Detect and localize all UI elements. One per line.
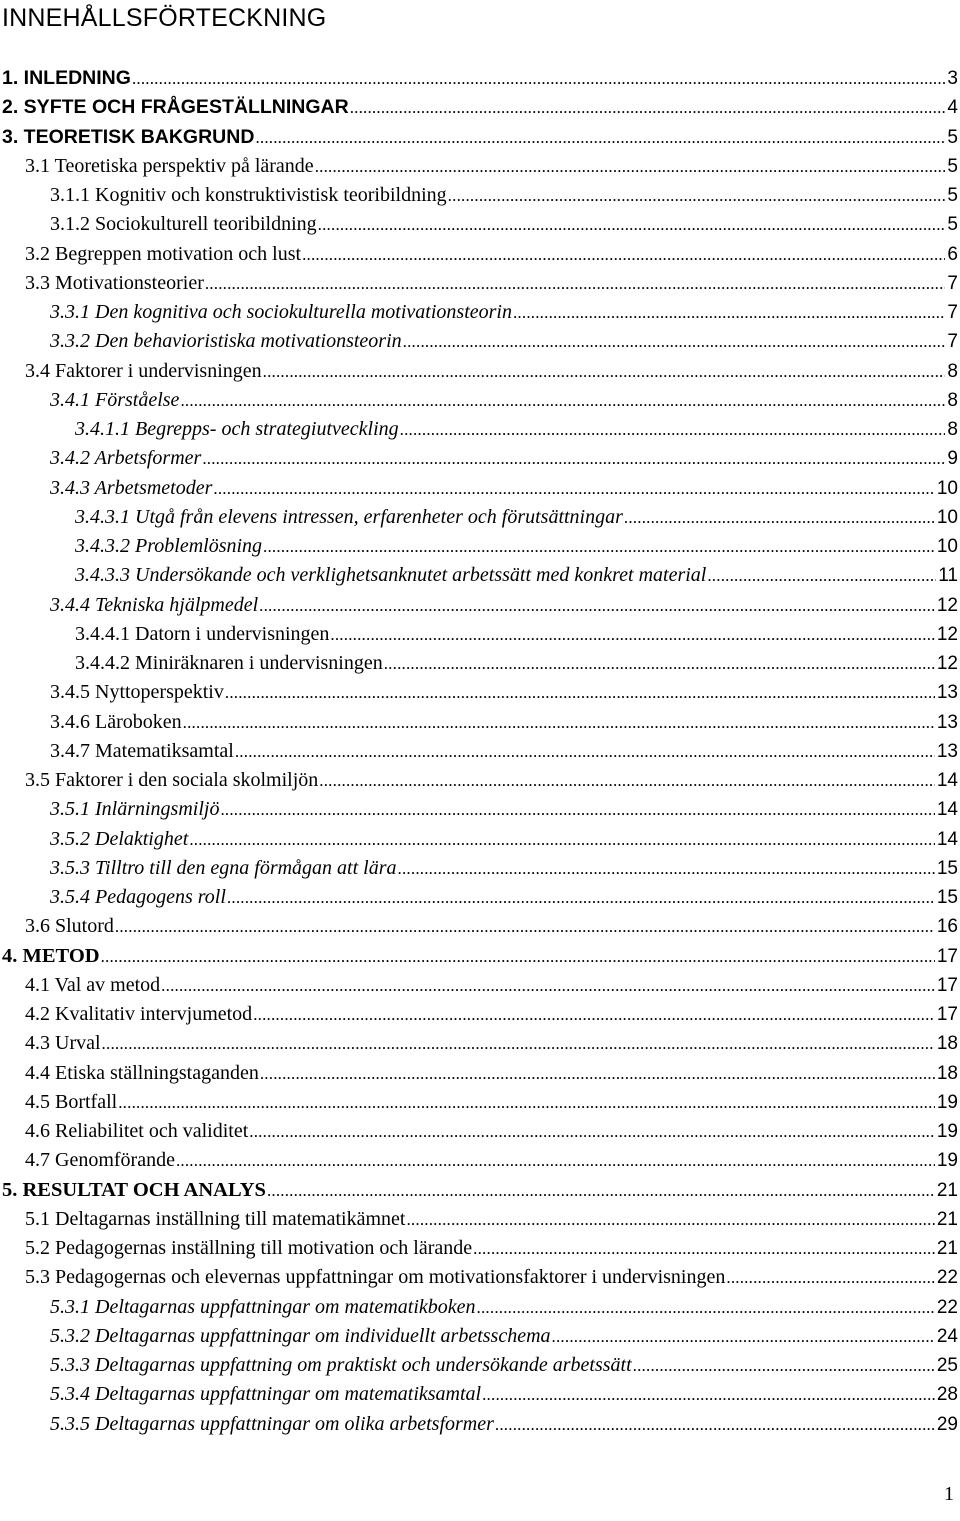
toc-entry[interactable] [2, 1176, 958, 1205]
dot-leader [213, 474, 934, 503]
toc-entry[interactable] [25, 1029, 958, 1058]
toc-entry-page: 12 [936, 653, 958, 674]
toc-entry[interactable] [25, 357, 958, 386]
toc-entry[interactable] [25, 269, 958, 298]
toc-entry-page: 7 [947, 273, 958, 294]
dot-leader [263, 357, 946, 386]
toc-entry[interactable] [50, 795, 958, 824]
dot-leader [495, 1410, 935, 1439]
toc-entry-title: 3.4.1 Förståelse [50, 389, 180, 411]
dot-leader [220, 795, 934, 824]
dot-leader [400, 415, 946, 444]
toc-entry-page: 21 [936, 1238, 958, 1259]
toc-entry[interactable] [50, 1322, 958, 1351]
toc-entry[interactable] [50, 825, 958, 854]
toc-entry-title: 5.3.1 Deltagarnas uppfattningar om matematikboken [50, 1296, 476, 1318]
toc-entry[interactable] [25, 1263, 958, 1292]
toc-entry-page: 18 [936, 1063, 958, 1084]
toc-entry[interactable] [50, 327, 958, 356]
toc-entry[interactable] [25, 240, 958, 269]
toc-entry[interactable] [25, 152, 958, 181]
toc-entry[interactable] [75, 415, 958, 444]
toc-entry-page: 7 [947, 302, 958, 323]
toc-entry-title: 3.5.3 Tilltro till den egna förmågan att lära [50, 857, 397, 879]
dot-leader [624, 503, 935, 532]
toc-entry-title: 3. TEORETISK BAKGRUND [2, 126, 255, 148]
toc-entry-page: 12 [936, 624, 958, 645]
dot-leader [398, 854, 935, 883]
dot-leader [180, 386, 945, 415]
page-number: 1 [944, 1483, 954, 1505]
toc-entry-page: 22 [936, 1297, 958, 1318]
toc-entry-title: 5.3.3 Deltagarnas uppfattning om praktiskt och undersökande arbetssätt [50, 1354, 632, 1376]
dot-leader [189, 825, 935, 854]
toc-entry-title: 4.5 Bortfall [25, 1091, 118, 1113]
toc-entry-title: 3.4.4 Tekniska hjälpmedel [50, 594, 259, 616]
dot-leader [205, 269, 946, 298]
toc-entry-title: 4.4 Etiska ställningstaganden [25, 1062, 259, 1084]
toc-entry-title: 3.4.3.2 Problemlösning [75, 535, 263, 557]
dot-leader [403, 327, 946, 356]
toc-entry[interactable] [25, 912, 958, 941]
toc-entry-page: 17 [936, 975, 958, 996]
toc-entry-title: 3.4 Faktorer i undervisningen [25, 360, 262, 382]
toc-entry-title: 1. INLEDNING [2, 67, 131, 89]
toc-entry-page: 14 [936, 770, 958, 791]
page-title: INNEHÅLLSFÖRTECKNING [2, 4, 327, 32]
dot-leader [318, 210, 946, 239]
dot-leader [302, 240, 945, 269]
dot-leader [633, 1351, 935, 1380]
toc-entry[interactable] [50, 1380, 958, 1409]
toc-entry-title: 3.2 Begreppen motivation och lust [25, 243, 302, 265]
toc-entry-title: 4. METOD [2, 945, 100, 967]
toc-entry[interactable] [75, 620, 958, 649]
dot-leader [726, 1263, 934, 1292]
toc-entry-page: 13 [936, 741, 958, 762]
toc-entry-title: 3.5.4 Pedagogens roll [50, 886, 226, 908]
dot-leader [183, 708, 935, 737]
toc-entry-page: 16 [936, 916, 958, 937]
dot-leader [384, 649, 935, 678]
toc-entry-page: 28 [936, 1384, 958, 1405]
dot-leader [255, 123, 945, 152]
toc-entry[interactable] [50, 444, 958, 473]
toc-entry[interactable] [2, 942, 958, 971]
toc-entry-page: 21 [936, 1180, 958, 1201]
toc-entry[interactable] [50, 591, 958, 620]
dot-leader [132, 64, 945, 93]
toc-entry-page: 12 [936, 595, 958, 616]
dot-leader [102, 1029, 935, 1058]
toc-entry[interactable] [50, 298, 958, 327]
toc-entry-title: 4.1 Val av metod [25, 974, 161, 996]
toc-entry-page: 17 [936, 1004, 958, 1025]
toc-entry[interactable] [25, 1059, 958, 1088]
toc-entry[interactable] [2, 93, 958, 122]
toc-entry[interactable] [50, 210, 958, 239]
toc-entry-page: 4 [947, 97, 958, 118]
toc-entry-page: 19 [936, 1121, 958, 1142]
dot-leader [513, 298, 945, 327]
toc-entry-title: 3.4.2 Arbetsformer [50, 447, 202, 469]
toc-entry-page: 8 [947, 361, 958, 382]
toc-entry[interactable] [50, 474, 958, 503]
toc-entry-title: 3.6 Slutord [25, 915, 114, 937]
toc-entry[interactable] [25, 1234, 958, 1263]
toc-entry-page: 24 [936, 1326, 958, 1347]
dot-leader [101, 942, 935, 971]
toc-entry-title: 3.4.6 Läroboken [50, 711, 182, 733]
dot-leader [406, 1205, 934, 1234]
toc-entry-page: 7 [947, 331, 958, 352]
toc-entry-page: 13 [936, 712, 958, 733]
toc-entry-page: 29 [936, 1414, 958, 1435]
toc-entry[interactable] [50, 181, 958, 210]
toc-entry[interactable] [50, 854, 958, 883]
toc-entry-page: 3 [947, 68, 958, 89]
toc-entry-title: 5.1 Deltagarnas inställning till matematikämnet [25, 1208, 406, 1230]
toc-entry-title: 3.4.7 Matematiksamtal [50, 740, 234, 762]
toc-entry-page: 13 [936, 682, 958, 703]
dot-leader [707, 561, 936, 590]
toc-entry[interactable] [25, 1117, 958, 1146]
dot-leader [225, 678, 935, 707]
toc-entry[interactable] [50, 737, 958, 766]
dot-leader [267, 1176, 935, 1205]
toc-entry-page: 18 [936, 1033, 958, 1054]
toc-entry-title: 5.3.4 Deltagarnas uppfattningar om matematiksamtal [50, 1383, 482, 1405]
toc-entry[interactable] [25, 766, 958, 795]
toc-entry-page: 22 [936, 1267, 958, 1288]
toc-entry-title: 5. RESULTAT OCH ANALYS [2, 1179, 266, 1201]
toc-entry[interactable] [75, 503, 958, 532]
toc-entry[interactable] [25, 1146, 958, 1175]
toc-entry[interactable] [50, 1410, 958, 1439]
dot-leader [259, 591, 935, 620]
toc-entry-page: 14 [936, 829, 958, 850]
toc-entry[interactable] [50, 708, 958, 737]
toc-entry-title: 3.4.3.1 Utgå från elevens intressen, erfarenheter och förutsättningar [75, 506, 623, 528]
toc-entry[interactable] [2, 123, 958, 152]
toc-entry[interactable] [25, 971, 958, 1000]
toc-entry-title: 3.1.2 Sociokulturell teoribildning [50, 213, 317, 235]
dot-leader [249, 1117, 935, 1146]
dot-leader [477, 1293, 935, 1322]
toc-entry-title: 4.2 Kvalitativ intervjumetod [25, 1003, 253, 1025]
toc-entry-page: 5 [947, 156, 958, 177]
toc-entry-page: 8 [947, 419, 958, 440]
dot-leader [227, 883, 935, 912]
toc-entry-title: 3.4.4.1 Datorn i undervisningen [75, 623, 330, 645]
toc-entry-page: 21 [936, 1209, 958, 1230]
toc-entry-title: 5.3.5 Deltagarnas uppfattningar om olika arbetsformer [50, 1413, 494, 1435]
dot-leader [263, 532, 935, 561]
dot-leader [115, 912, 935, 941]
toc-entry-page: 5 [947, 185, 958, 206]
toc-entry-page: 5 [947, 214, 958, 235]
toc-entry-title: 3.5 Faktorer i den sociala skolmiljön [25, 769, 319, 791]
toc-entry-title: 3.1.1 Kognitiv och konstruktivistisk teoribildning [50, 184, 447, 206]
toc-entry-title: 3.3 Motivationsteorier [25, 272, 204, 294]
dot-leader [235, 737, 935, 766]
toc-entry-page: 10 [936, 507, 958, 528]
toc-entry-page: 10 [936, 536, 958, 557]
dot-leader [260, 1059, 935, 1088]
dot-leader [330, 620, 934, 649]
toc-entry-title: 5.3 Pedagogernas och elevernas uppfattningar om motivationsfaktorer i undervisningen [25, 1266, 726, 1288]
toc-entry-page: 6 [947, 244, 958, 265]
toc-entry-page: 15 [936, 858, 958, 879]
toc-entry[interactable] [25, 1088, 958, 1117]
dot-leader [552, 1322, 935, 1351]
toc-entry-title: 3.4.5 Nyttoperspektiv [50, 681, 224, 703]
toc-entry-title: 3.1 Teoretiska perspektiv på lärande [25, 155, 314, 177]
toc-entry[interactable] [25, 1000, 958, 1029]
toc-entry-title: 3.5.1 Inlärningsmiljö [50, 798, 220, 820]
dot-leader [350, 93, 946, 122]
toc-entry-title: 3.4.1.1 Begrepps- och strategiutveckling [75, 418, 399, 440]
toc-entry[interactable] [75, 532, 958, 561]
toc-entry-title: 3.4.3.3 Undersökande och verklighetsanknutet arbetssätt med konkret material [75, 564, 707, 586]
dot-leader [473, 1234, 935, 1263]
dot-leader [315, 152, 946, 181]
toc-entry[interactable] [25, 1205, 958, 1234]
toc-entry-title: 5.2 Pedagogernas inställning till motivation och lärande [25, 1237, 473, 1259]
toc-entry-page: 9 [947, 448, 958, 469]
toc-entry[interactable] [50, 1351, 958, 1380]
toc-entry-page: 19 [936, 1150, 958, 1171]
toc-entry-title: 3.3.1 Den kognitiva och sociokulturella motivationsteorin [50, 301, 512, 323]
toc-entry[interactable] [50, 1293, 958, 1322]
toc-entry-page: 5 [947, 127, 958, 148]
toc-entry-title: 2. SYFTE OCH FRÅGESTÄLLNINGAR [2, 96, 349, 118]
toc-entry-page: 15 [936, 887, 958, 908]
toc-entry[interactable] [50, 883, 958, 912]
dot-leader [319, 766, 935, 795]
toc-entry-title: 3.4.4.2 Miniräknaren i undervisningen [75, 652, 383, 674]
toc-entry-title: 3.4.3 Arbetsmetoder [50, 477, 213, 499]
dot-leader [118, 1088, 935, 1117]
toc-entry-title: 4.7 Genomförande [25, 1149, 175, 1171]
dot-leader [448, 181, 946, 210]
toc-entry-page: 14 [936, 799, 958, 820]
dot-leader [161, 971, 935, 1000]
toc-entry-page: 17 [936, 946, 958, 967]
toc-entry-page: 25 [936, 1355, 958, 1376]
toc-entry-title: 4.6 Reliabilitet och validitet [25, 1120, 249, 1142]
dot-leader [176, 1146, 935, 1175]
dot-leader [482, 1380, 935, 1409]
toc-entry-title: 3.3.2 Den behavioristiska motivationsteorin [50, 330, 402, 352]
toc-entry[interactable] [2, 64, 958, 93]
toc-entry[interactable] [75, 561, 958, 590]
toc-entry-page: 11 [938, 565, 958, 586]
dot-leader [202, 444, 945, 473]
dot-leader [253, 1000, 935, 1029]
toc-entry[interactable] [50, 386, 958, 415]
toc-entry[interactable] [50, 678, 958, 707]
toc-entry-page: 19 [936, 1092, 958, 1113]
toc-entry-page: 8 [947, 390, 958, 411]
toc-entry-title: 5.3.2 Deltagarnas uppfattningar om individuellt arbetsschema [50, 1325, 551, 1347]
toc-entry[interactable] [75, 649, 958, 678]
toc-entry-title: 4.3 Urval [25, 1032, 101, 1054]
toc-entry-title: 3.5.2 Delaktighet [50, 828, 189, 850]
toc-entry-page: 10 [936, 478, 958, 499]
